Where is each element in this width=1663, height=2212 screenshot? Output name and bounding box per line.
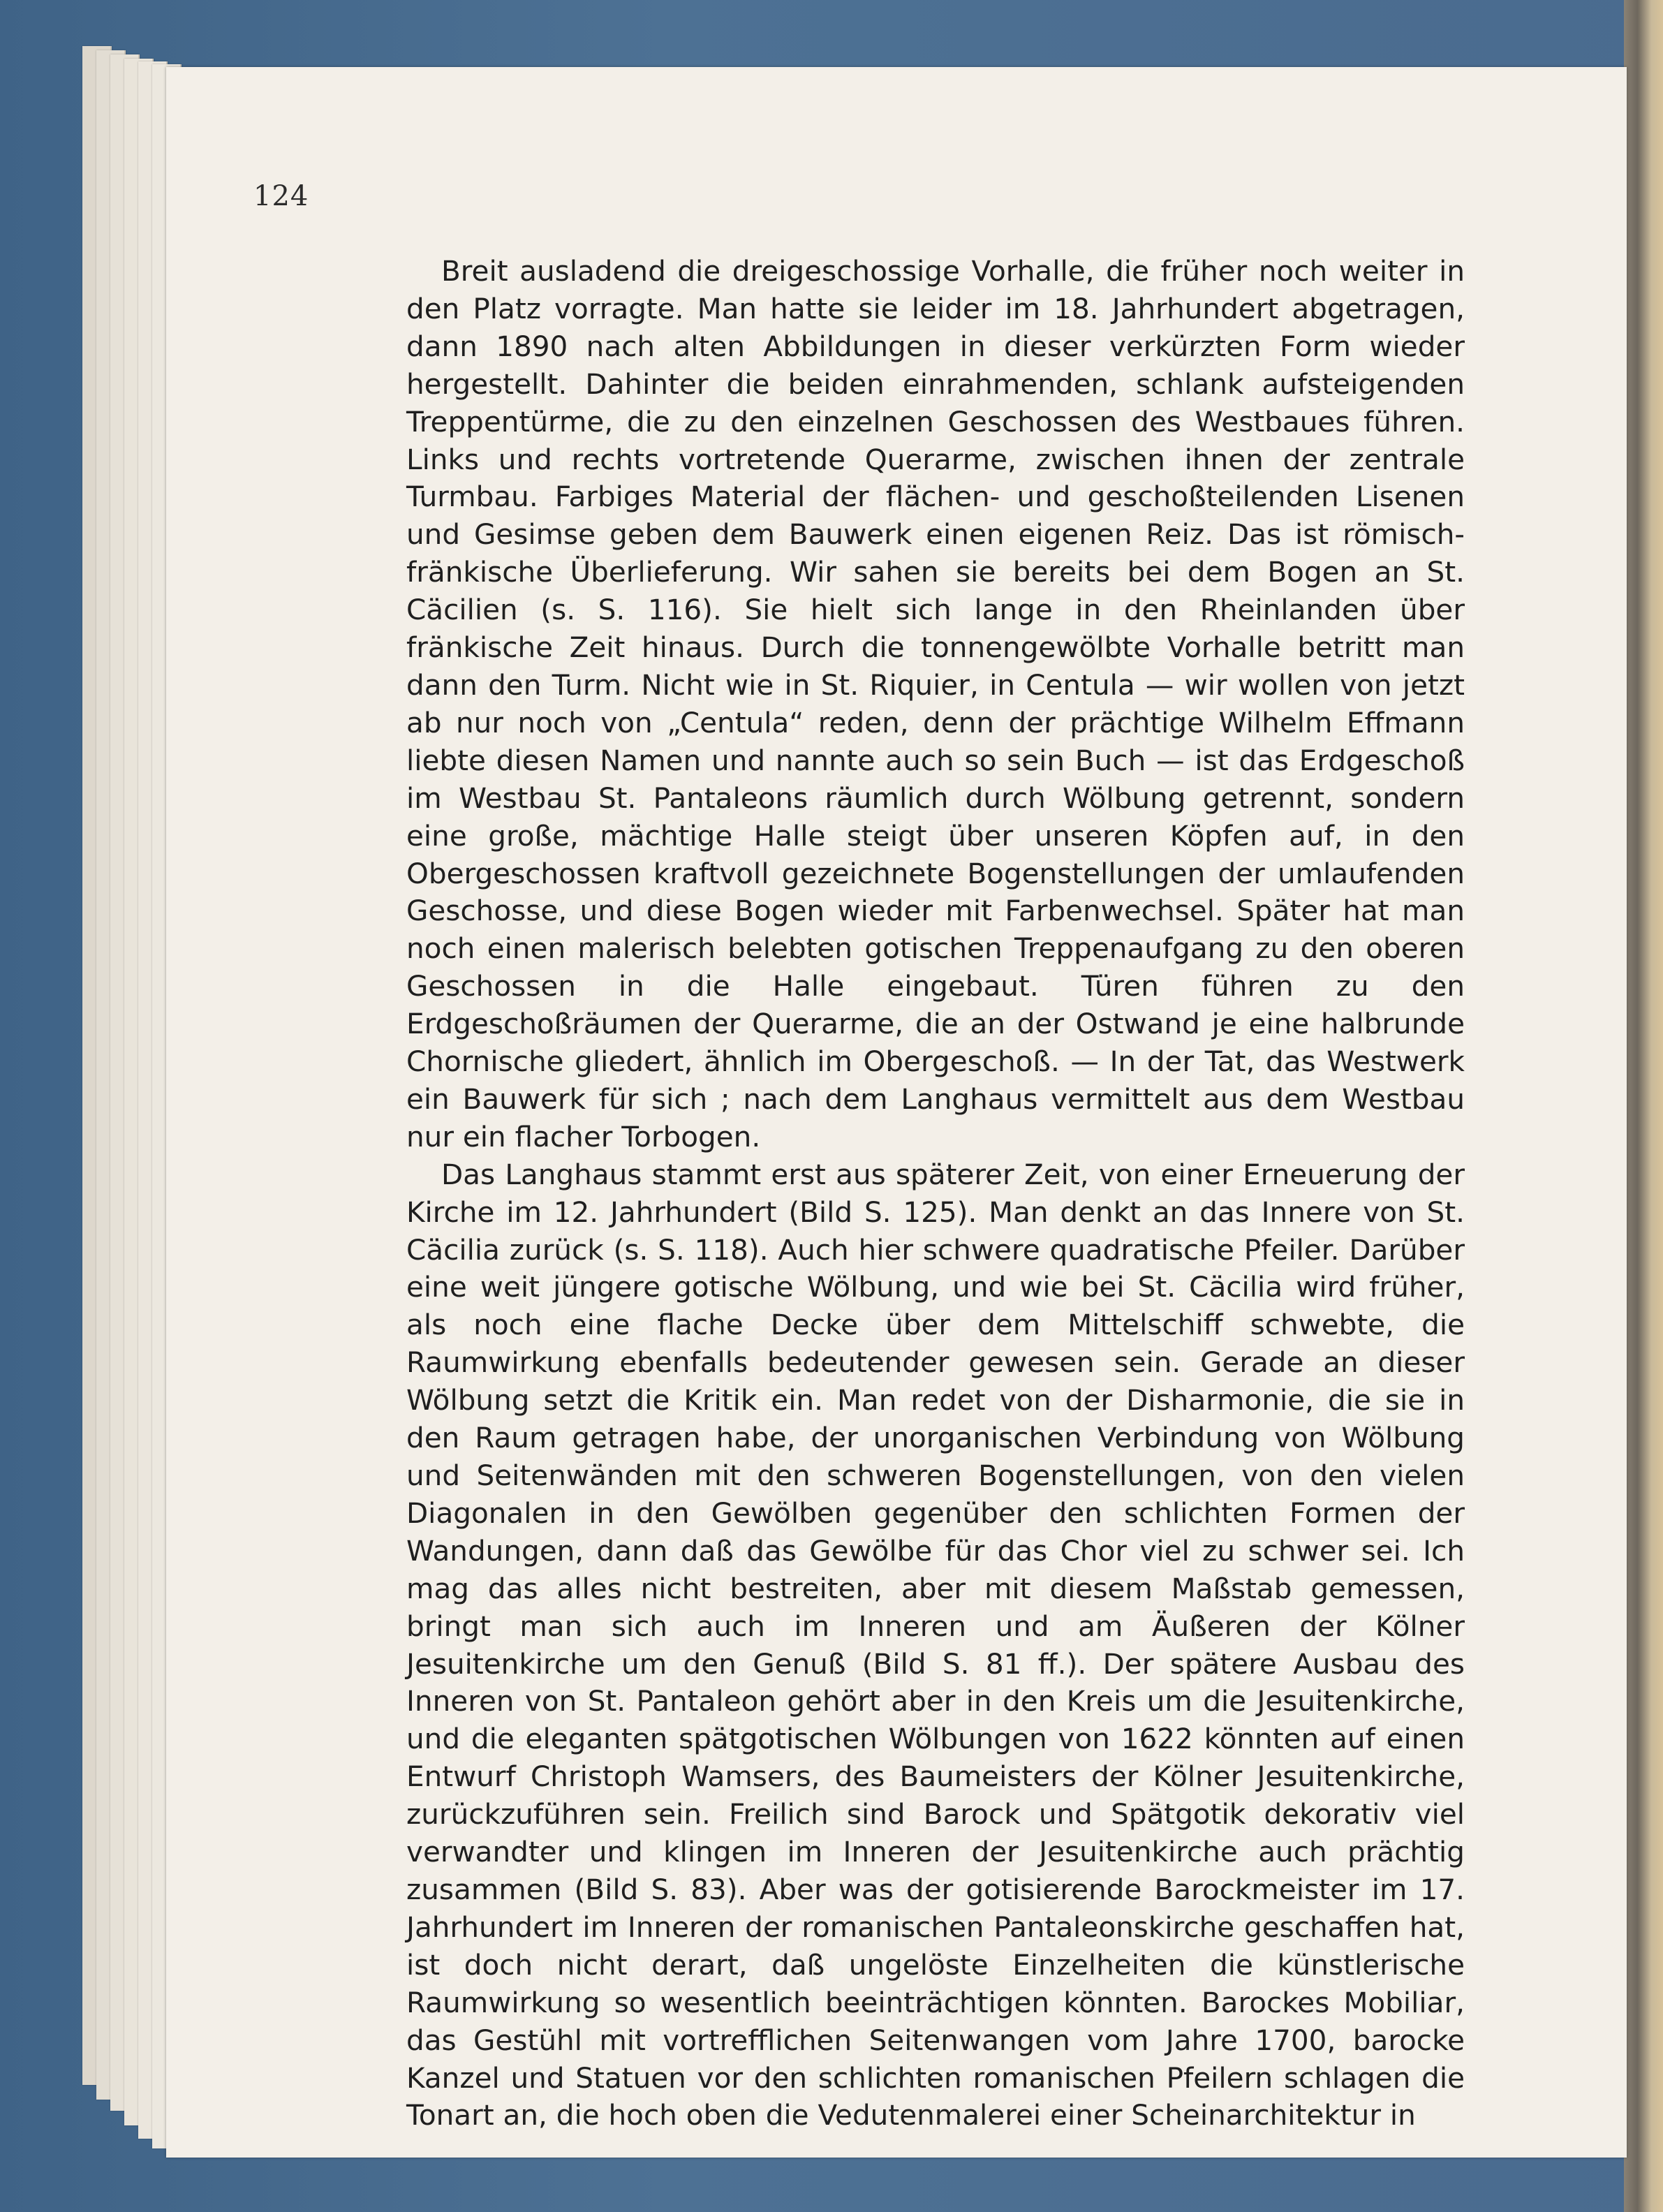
paragraph-2: Das Langhaus stammt erst aus späterer Zeit, von einer Erneuerung der Kirche im 12. Jahrhundert (Bild S. 125). Man denkt an das Innere von St. Cäcilia zurück (s. S. 118). Auch hier schwere quadratische Pfeiler. Darüber eine weit jüngere gotische Wölbung, und wie bei St. Cäcilia wird früher, als noch eine flache Decke über dem Mittelschiff schwebte, die Raumwirkung ebenfalls bedeutender gewesen sein. Gerade an dieser Wölbung setzt die Kritik ein. Man redet von der Disharmonie, die sie in den Raum getragen habe, der unorganischen Verbindung von Wölbung und Seitenwänden mit den schweren Bogenstellungen, von den vielen Diagonalen in den Gewölben gegenüber den schlichten Formen der Wandungen, dann daß das Gewölbe für das Chor viel zu schwer sei. Ich mag das alles nicht bestreiten, aber mit diesem Maßstab gemessen, bringt man sich auch im Inneren und am Äußeren der Kölner Jesuitenkirche um den Genuß (Bild S. 81 ff.). Der spätere Ausbau des Inneren von St. Pantaleon gehört aber in den Kreis um die Jesuitenkirche, und die eleganten spätgotischen Wölbungen von 1622 könnten auf einen Entwurf Christoph Wamsers, des Baumeisters der Kölner Jesuitenkirche, zurückzuführen sein. Freilich sind Barock und Spätgotik dekorativ viel verwandter und klingen im Inneren der Jesuitenkirche auch prächtig zusammen (Bild S. 83). Aber was der gotisierende Barockmeister im 17. Jahrhundert im Inneren der romanischen Pantaleonskirche geschaffen hat, ist doch nicht derart, daß ungelöste Einzelheiten die künstlerische Raumwirkung so wesentlich beeinträchtigen könnten. Barockes Mobiliar, das Gestühl mit vortrefflichen Seitenwangen vom Jahre 1700, barocke Kanzel und Statuen vor den schlichten romanischen Pfeilern schlagen die Tonart an, die hoch oben die Vedutenmalerei einer Scheinarchitektur in: [406, 1157, 1465, 2132]
book-gutter: [1624, 0, 1663, 2212]
body-text: [406, 253, 1465, 2134]
page-number: 124: [253, 180, 309, 212]
paragraph-1: Breit ausladend die dreigeschossige Vorhalle, die früher noch weiter in den Platz vorragte. Man hatte sie leider im 18. Jahrhundert abgetragen, dann 1890 nach alten Abbildungen in dieser verkürzten Form wieder hergestellt. Dahinter die beiden einrahmenden, schlank aufsteigenden Treppentürme, die zu den einzelnen Geschossen des Westbaues führen. Links und rechts vortretende Querarme, zwischen ihnen der zentrale Turmbau. Farbiges Material der flächen- und geschoßteilenden Lisenen und Gesimse geben dem Bauwerk einen eigenen Reiz. Das ist römisch-fränkische Überlieferung. Wir sahen sie bereits bei dem Bogen an St. Cäcilien (s. S. 116). Sie hielt sich lange in den Rheinlanden über fränkische Zeit hinaus. Durch die tonnengewölbte Vorhalle betritt man dann den Turm. Nicht wie in St. Riquier, in Centula — wir wollen von jetzt ab nur noch von „Centula“ reden, denn der prächtige Wilhelm Effmann liebte diesen Namen und nannte auch so sein Buch — ist das Erdgeschoß im Westbau St. Pantaleons räumlich durch Wölbung getrennt, sondern eine große, mächtige Halle steigt über unseren Köpfen auf, in den Obergeschossen kraftvoll gezeichnete Bogenstellungen der umlaufenden Geschosse, und diese Bogen wieder mit Farbenwechsel. Später hat man noch einen malerisch belebten gotischen Treppenaufgang zu den oberen Geschossen in die Halle eingebaut. Türen führen zu den Erdgeschoßräumen der Querarme, die an der Ostwand je eine halbrunde Chornische gliedert, ähnlich im Obergeschoß. — In der Tat, das Westwerk ein Bauwerk für sich ; nach dem Langhaus vermittelt aus dem Westbau nur ein flacher Torbogen.: [406, 254, 1465, 1153]
